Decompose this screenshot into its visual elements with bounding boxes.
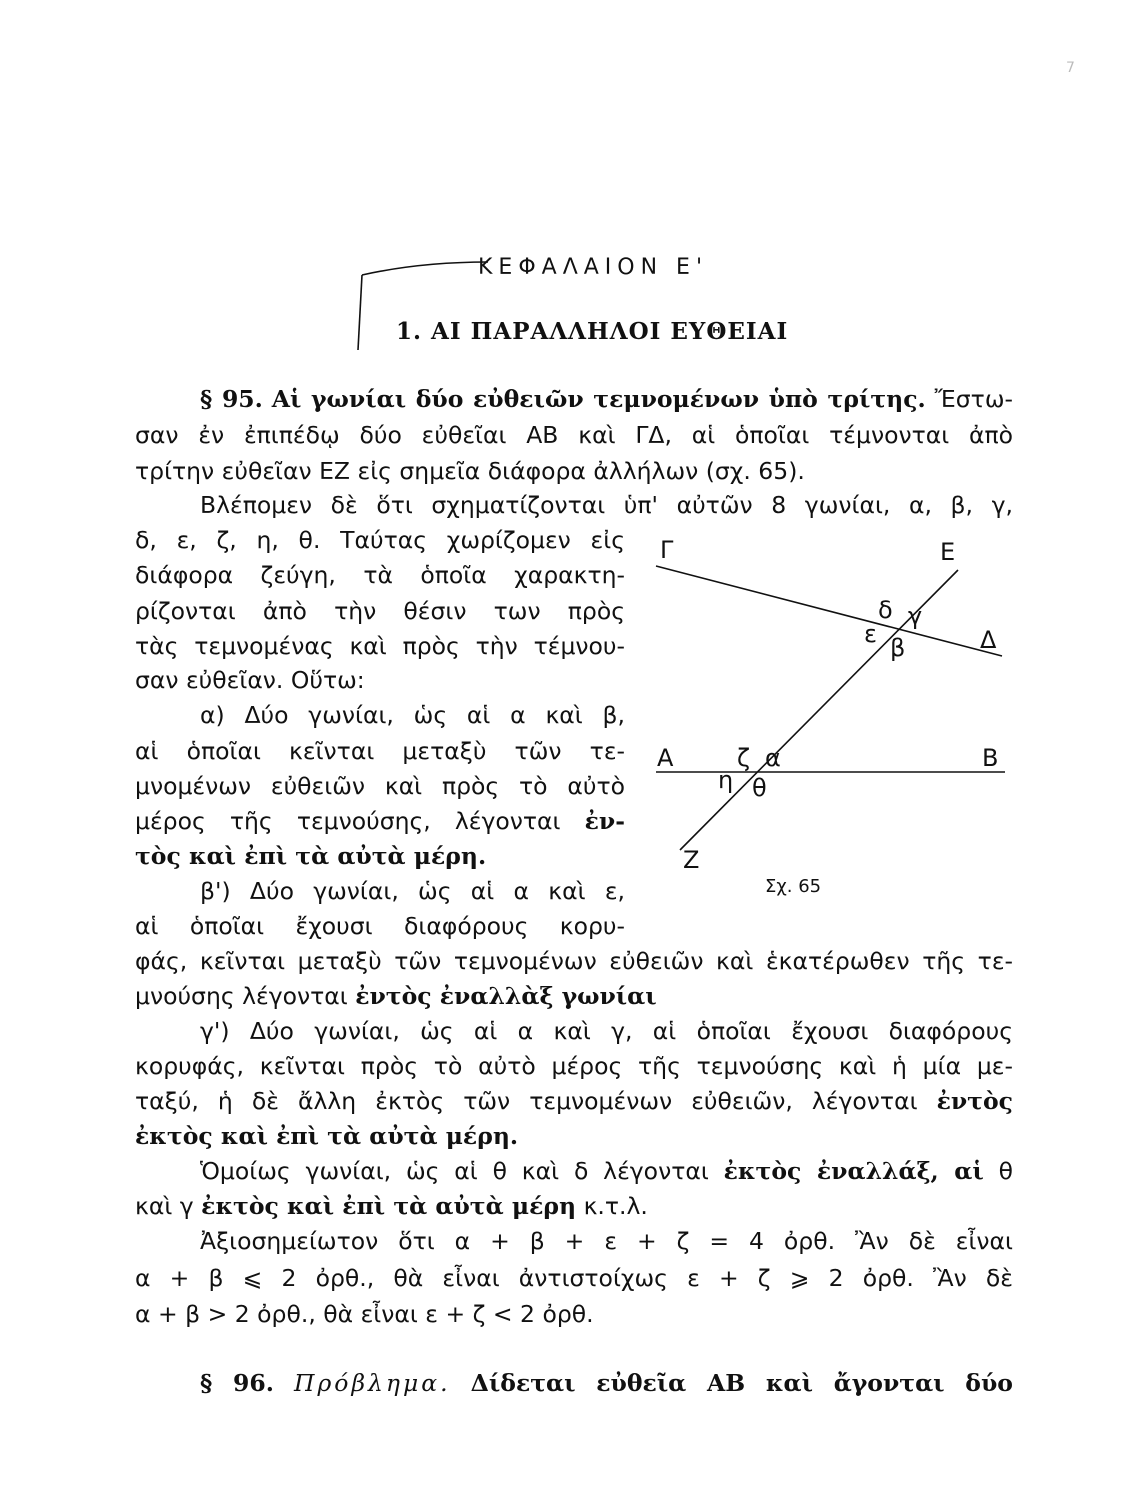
text-line: μέρος τῆς τεμνούσης, λέγονται ἐν- [135,807,625,835]
point-label: Ζ [683,846,700,874]
angle-label: β [890,634,906,662]
text-line: καὶ γ ἐκτὸς καὶ ἐπὶ τὰ αὐτὰ μέρη κ.τ.λ. [135,1192,648,1220]
text-line: τὸς καὶ ἐπὶ τὰ αὐτὰ μέρη. [135,842,487,870]
angle-label: α [765,744,781,772]
text-line: α) Δύο γωνίαι, ὡς αἱ α καὶ β, [200,701,625,729]
point-label: Δ [980,626,997,654]
page-corner-mark: 7 [1066,60,1075,76]
point-label: Β [982,744,999,772]
text-line: τρίτην εὐθεῖαν ΕΖ εἰς σημεῖα διάφορα ἀλλήλων (σχ. 65). [135,457,805,485]
text-line: α + β ⩽ 2 ὀρθ., θὰ εἶναι ἀντιστοίχως ε + ζ ⩾ 2 ὀρθ. Ἂν δὲ [135,1264,1013,1292]
angle-label: θ [752,774,767,802]
text-line: αἱ ὁποῖαι κεῖνται μεταξὺ τῶν τε- [135,737,625,765]
point-label: Α [657,744,674,772]
text-line: σαν εὐθεῖαν. Οὕτω: [135,666,365,694]
angle-label: ζ [737,744,751,772]
section-number: § 96. [200,1369,274,1397]
text-line: Ἀξιοσημείωτον ὅτι α + β + ε + ζ = 4 ὀρθ. Ἂν δὲ εἶναι [200,1227,1013,1255]
section-heading: 1. ΑΙ ΠΑΡΑΛΛΗΛΟΙ ΕΥΘΕΙΑΙ [396,318,789,345]
angle-label: γ [908,602,923,630]
text-line: α + β > 2 ὀρθ., θὰ εἶναι ε + ζ < 2 ὀρθ. [135,1300,594,1328]
point-label: Ε [940,538,956,566]
text-line: γ') Δύο γωνίαι, ὡς αἱ α καὶ γ, αἱ ὁποῖαι ἔχουσι διαφόρους [200,1017,1013,1045]
angle-label: η [718,766,734,794]
text-line: ἐκτὸς καὶ ἐπὶ τὰ αὐτὰ μέρη. [135,1122,519,1150]
angle-label: ε [864,620,877,648]
text-line: τὰς τεμνομένας καὶ πρὸς τὴν τέμνου- [135,632,625,660]
text-line: § 96. Πρόβλημα. Δίδεται εὐθεῖα ΑΒ καὶ ἄγονται δύο [200,1369,1013,1397]
line-GD [656,566,1002,656]
text-line: φάς, κεῖνται μεταξὺ τῶν τεμνομένων εὐθειῶν καὶ ἑκατέρωθεν τῆς τε- [135,947,1013,975]
section-title: Αἱ γωνίαι δύο εὐθειῶν τεμνομένων ὑπὸ τρίτης. [271,385,926,413]
chapter-title: ΚΕΦΑΛΑΙΟΝ Ε' [478,255,708,280]
text-line: β') Δύο γωνίαι, ὡς αἱ α καὶ ε, [200,877,625,905]
text-line: Ὁμοίως γωνίαι, ὡς αἱ θ καὶ δ λέγονται ἐκτὸς ἐναλλάξ, αἱ θ [200,1157,1013,1185]
text-line: κορυφάς, κεῖνται πρὸς τὸ αὐτὸ μέρος τῆς τεμνούσης καὶ ἡ μία με- [135,1052,1013,1080]
text-line: μνούσης λέγονται ἐντὸς ἐναλλὰξ γωνίαι [135,982,657,1010]
angle-label: δ [878,596,893,624]
section-number: § 95. [200,385,263,413]
text-line: διάφορα ζεύγη, τὰ ὁποῖα χαρακτη- [135,561,625,589]
text-line: ταξύ, ἡ δὲ ἄλλη ἐκτὸς τῶν τεμνομένων εὐθειῶν, λέγονται ἐντὸς [135,1087,1013,1115]
figure-caption: Σχ. 65 [765,876,822,897]
text-line: § 95. Αἱ γωνίαι δύο εὐθειῶν τεμνομένων ὑπὸ τρίτης. Ἔστω- [200,385,1013,413]
text-line: μνομένων εὐθειῶν καὶ πρὸς τὸ αὐτὸ [135,772,625,800]
text-line: δ, ε, ζ, η, θ. Ταύτας χωρίζομεν εἰς [135,526,625,554]
text-line: Βλέπομεν δὲ ὅτι σχηματίζονται ὑπ' αὐτῶν 8 γωνίαι, α, β, γ, [200,491,1013,519]
point-label: Γ [660,536,674,564]
text-line: ρίζονται ἀπὸ τὴν θέσιν των πρὸς [135,597,625,625]
problem-label: Πρόβλημα. [293,1369,451,1397]
text-line: σαν ἐν ἐπιπέδῳ δύο εὐθεῖαι ΑΒ καὶ ΓΔ, αἱ ὁποῖαι τέμνονται ἀπὸ [135,421,1013,449]
text-line: αἱ ὁποῖαι ἔχουσι διαφόρους κορυ- [135,912,625,940]
